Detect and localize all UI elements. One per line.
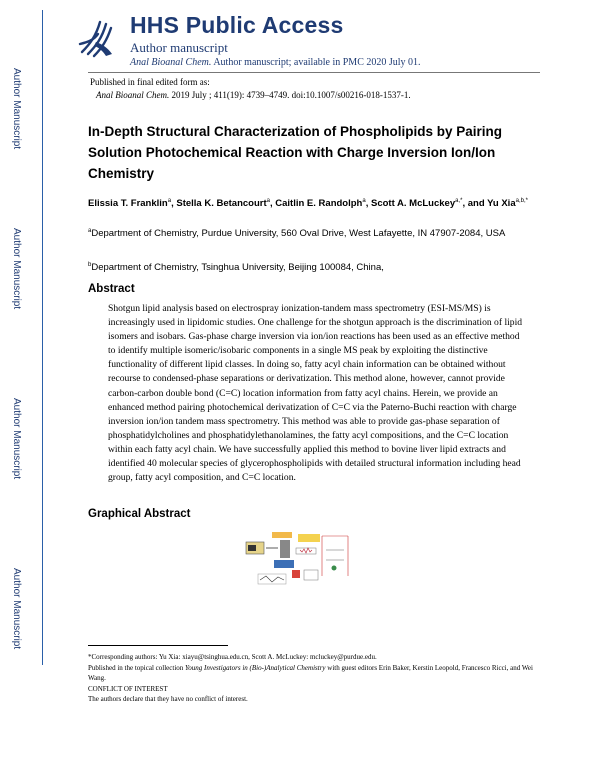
hhs-public-access-title: HHS Public Access [130, 12, 344, 38]
sidebar-author-manuscript-label: Author Manuscript [11, 568, 22, 650]
affiliation-mark: a [88, 228, 92, 234]
footnote-divider [88, 645, 228, 646]
citation-details: 2019 July ; 411(19): 4739–4749. doi:10.1007/s00216-018-1537-1. [169, 90, 411, 100]
hhs-eagle-logo-icon [76, 14, 118, 60]
corresponding-author-note: *Corresponding authors: Yu Xia: xiayu@tsinghua.edu.cn, Scott A. McLuckey: mcluckey@purdue.edu. [88, 653, 377, 661]
author-name: Yu Xia [487, 198, 516, 210]
conflict-of-interest-text: The authors declare that they have no conflict of interest. [88, 695, 248, 703]
collection-prefix: Published in the topical collection [88, 663, 186, 672]
conflict-of-interest-heading: CONFLICT OF INTEREST [88, 684, 168, 693]
author-separator: , [365, 198, 371, 210]
header-divider [88, 72, 540, 73]
affiliation-a [88, 224, 528, 241]
author-name: Caitlin E. Randolph [275, 198, 363, 210]
abstract-heading: Abstract [88, 283, 135, 295]
paper-title: In-Depth Structural Characterization of Phospholipids by Pairing Solution Photochemical Reaction with Charge Inversion Ion/Ion Chemistry [88, 124, 503, 181]
affiliation-b [88, 258, 528, 275]
author-manuscript-subtitle: Author manuscript [130, 40, 228, 55]
affiliation-text: Department of Chemistry, Purdue University, 560 Oval Drive, West Lafayette, IN 47907-2084, USA [91, 228, 506, 240]
graphical-abstract-figure [244, 530, 354, 590]
author-separator: , and [462, 198, 488, 210]
sidebar-author-manuscript-label: Author Manuscript [11, 398, 22, 480]
author-separator: , [269, 198, 276, 210]
author-name: Elissia T. Franklin [88, 198, 168, 210]
affiliation-mark: b [88, 262, 92, 268]
citation-journal: Anal Bioanal Chem. [96, 90, 170, 100]
sidebar-author-manuscript-label: Author Manuscript [11, 228, 22, 310]
author-name: Scott A. McLuckey [370, 198, 456, 210]
author-affiliation-mark: a,* [455, 198, 463, 204]
availability-text: Author manuscript; available in PMC 2020 July 01. [211, 57, 421, 68]
journal-availability-line [130, 57, 421, 68]
collection-name: Young Investigators in (Bio-)Analytical Chemistry [185, 663, 326, 672]
author-list [88, 193, 528, 212]
author-affiliation-mark: a [362, 198, 366, 204]
collection-suffix: with guest editors Erin Baker, Kerstin Leopold, Francesco Ricci, and Wei Wang. [88, 663, 533, 682]
author-affiliation-mark: a [167, 198, 172, 204]
author-name: Stella K. Betancourt [176, 198, 267, 210]
abstract-body: Shotgun lipid analysis based on electrospray ionization-tandem mass spectrometry (ESI-MS/MS) is increasingly used in lipidomic studies. One challenge for the shotgun approach is the discrimination of lipid isomers and isobars. Gas-phase charge inversion via ion/ion reactions has been used as an effective method to identify multiple isomeric/isobaric components in a single MS peak by exploiting the distinctive functionality of different lipid classes. In doing so, fatty acyl chain information can be obtained without recourse to condensed-phase separations or derivatization. This method alone, however, cannot provide carbon-carbon double bond (C=C) location information from fatty acyl chains. Herein, we provide an enhanced method pairing photochemical derivatization of C=C via the Paterno-Buchi reaction with charge inversion ion/ion tandem mass spectrometry. This method was able to provide gas-phase separation of phosphatidylcholines and phosphatidylethanolamines, the fatty acyl compositions, and the C=C location within each fatty acyl chain. We have successfully applied this method to bovine liver lipid extracts and identified 40 molecular species of glycerophospholipids with detailed structural information including head group, fatty acyl composition, and C=C location. [108, 303, 523, 484]
published-label: Published in final edited form as: [90, 77, 210, 87]
sidebar-divider [42, 10, 43, 665]
topical-collection-note [88, 663, 538, 684]
author-separator: , [171, 198, 177, 210]
affiliation-text: Department of Chemistry, Tsinghua University, Beijing 100084, China, [91, 262, 384, 274]
footnotes [88, 652, 538, 705]
citation-line [96, 90, 411, 100]
author-affiliation-mark: a,b,* [515, 198, 528, 204]
sidebar-author-manuscript-label: Author Manuscript [11, 68, 22, 150]
journal-short-name: Anal Bioanal Chem. [130, 57, 212, 68]
author-affiliation-mark: a [266, 198, 270, 204]
graphical-abstract-heading: Graphical Abstract [88, 508, 191, 520]
